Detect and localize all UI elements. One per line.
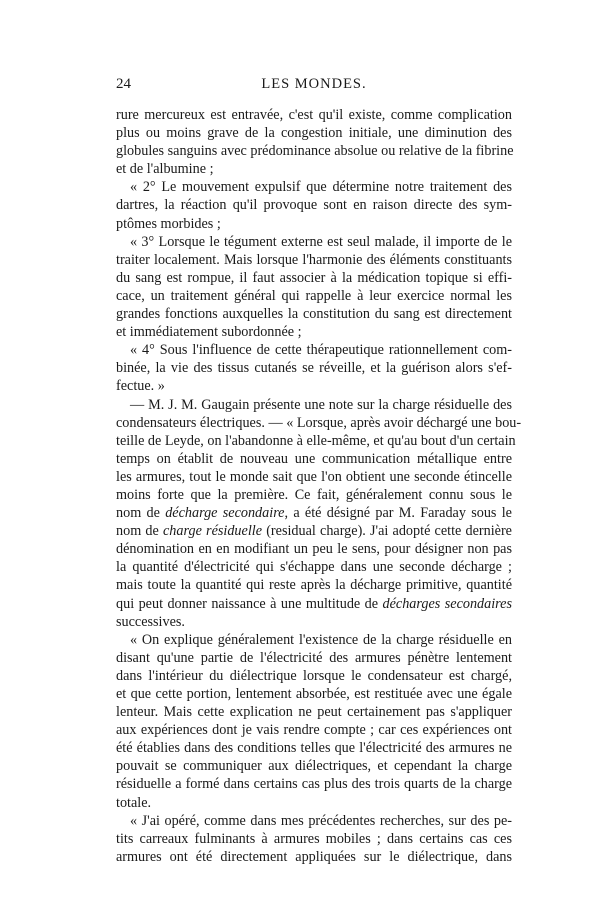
- text-line: dénomination en en modifiant un peu le sens, pour désigner non pas: [116, 541, 512, 558]
- text-line: — M. J. M. Gaugain présente une note sur la charge résiduelle des: [130, 396, 512, 413]
- page-header: [116, 76, 512, 98]
- text-line: dartres, la réaction qu'il provoque sont en raison directe des sym-: [116, 197, 512, 214]
- text-line: plus ou moins grave de la congestion initiale, une diminution des: [116, 125, 512, 142]
- text-line: été établies dans des conditions telles que l'électricité des armures ne: [116, 740, 512, 757]
- text-line: et de l'albumine ;: [116, 161, 214, 178]
- text-line: les armures, tout le monde sait que l'on obtient une seconde étincelle: [116, 468, 512, 485]
- text-line: tits carreaux fulminants à armures mobiles ; dans certains cas ces: [116, 830, 512, 847]
- text-line: « J'ai opéré, comme dans mes précédentes recherches, sur des pe-: [130, 812, 512, 829]
- text-line: « 4° Sous l'influence de cette thérapeutique rationnellement com-: [130, 342, 512, 359]
- text-line: teille de Leyde, on l'abandonne à elle-même, et qu'au bout d'un certain: [116, 432, 516, 449]
- text-line: binée, la vie des tissus cutanés se réveille, et la guérison alors s'ef-: [116, 360, 512, 377]
- body-text: [116, 106, 522, 866]
- text-line: pouvait se communiquer aux diélectriques, et cependant la charge: [116, 758, 512, 775]
- text-line: condensateurs électriques. — « Lorsque, après avoir déchargé une bou-: [116, 414, 522, 431]
- text-line: aux expériences dont je vais rendre compte ; car ces expériences ont: [116, 722, 512, 739]
- text-line: qui peut donner naissance à une multitude de décharges secondaires: [116, 595, 512, 612]
- text-line: totale.: [116, 794, 152, 811]
- text-line: nom de charge résiduelle (residual charge). J'ai adopté cette dernière: [116, 523, 512, 540]
- text-line: la quantité d'électricité qui s'échappe dans une seconde décharge ;: [116, 559, 512, 576]
- text-line: globules sanguins avec prédominance absolue ou relative de la fibrine: [116, 143, 514, 160]
- text-line: ptômes morbides ;: [116, 215, 221, 232]
- text-line: disant qu'une partie de l'électricité des armures pénètre lentement: [116, 649, 512, 666]
- text-line: mais toute la quantité qui reste après la décharge primitive, quantité: [116, 577, 512, 594]
- text-line: temps on établit de nouveau une communication métallique entre: [116, 450, 512, 467]
- text-line: grandes fonctions auxquelles la constitution du sang est directement: [116, 306, 512, 323]
- text-line: traiter localement. Mais lorsque l'harmonie des éléments constituants: [116, 251, 512, 268]
- text-line: et immédiatement subordonnée ;: [116, 324, 302, 341]
- text-line: nom de décharge secondaire, a été désigné par M. Faraday sous le: [116, 505, 512, 522]
- text-line: cace, un traitement général qui rappelle à leur exercice normal les: [116, 287, 512, 304]
- text-line: résiduelle a formé dans certains cas plus des trois quarts de la charge: [116, 776, 512, 793]
- text-line: moins forte que la première. Ce fait, généralement connu sous le: [116, 486, 512, 503]
- text-line: rure mercureux est entravée, c'est qu'il existe, comme complication: [116, 107, 512, 123]
- text-line: armures ont été directement appliquées sur le diélectrique, dans: [116, 848, 512, 865]
- text-line: du sang est rompue, il faut associer à la médication topique si effi-: [116, 269, 512, 286]
- text-line: dans l'intérieur du diélectrique lorsque le condensateur est chargé,: [116, 667, 512, 684]
- page-number: 24: [116, 76, 131, 92]
- text-line: « 3° Lorsque le tégument externe est seul malade, il importe de le: [130, 233, 512, 250]
- text-line: fectue. »: [116, 378, 165, 395]
- text-line: lenteur. Mais cette explication ne peut certainement pas s'appliquer: [116, 704, 512, 721]
- text-line: « 2° Le mouvement expulsif que détermine notre traitement des: [130, 179, 512, 196]
- text-line: et que cette portion, lentement absorbée, est restituée avec une égale: [116, 686, 512, 702]
- running-title: LES MONDES.: [261, 76, 367, 92]
- text-line: successives.: [116, 613, 185, 630]
- text-line: « On explique généralement l'existence de la charge résiduelle en: [130, 631, 512, 648]
